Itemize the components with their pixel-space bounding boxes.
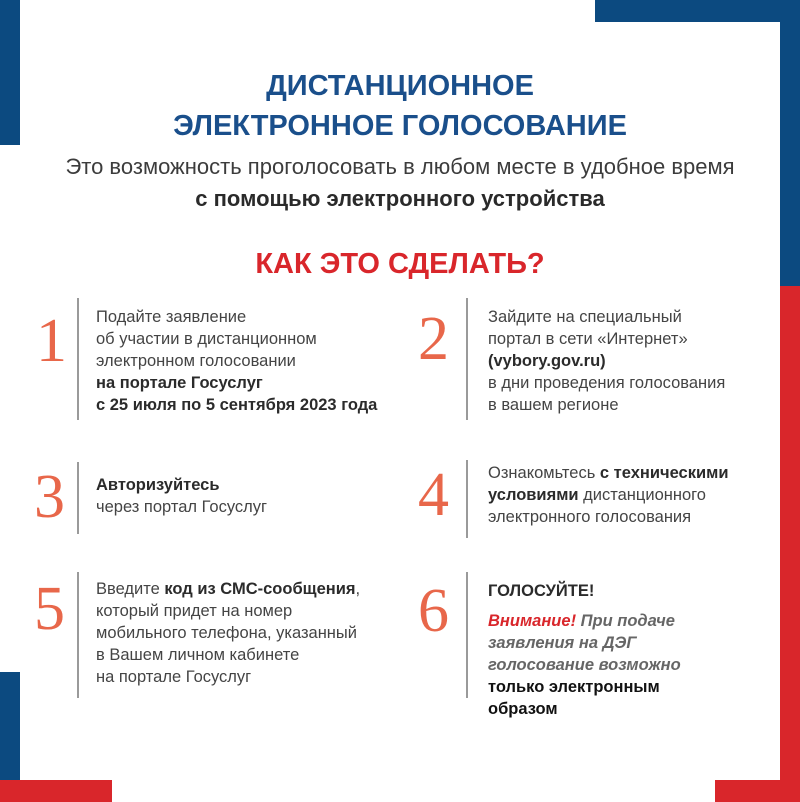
step-5-number: 5 [34,575,65,643]
step-1-bold-line: с 25 июля по 5 сентября 2023 года [96,396,378,414]
step-6-text [488,580,681,720]
decor-bar-right-red [780,286,800,802]
step-4-line3: электронного голосования [488,508,692,526]
warning-label: Внимание! [488,612,577,630]
subtitle-line1: Это возможность проголосовать в любом месте в удобное время [65,154,735,179]
step-4-line1: Ознакомьтесь с техническими [488,464,729,482]
step-4-line2: условиями дистанционного [488,486,706,504]
step-6-divider [466,572,468,698]
decor-bar-bottom-left-red [0,780,112,802]
step-6-warning-line: образом [488,700,558,718]
step-3-text [96,474,267,518]
step-4-number: 4 [418,461,449,529]
step-3-line: через портал Госуслуг [96,498,268,516]
step-5-line: который придет на номер [96,602,293,620]
step-6-warning-line: заявления на ДЭГ [488,634,637,652]
step-5-divider [77,572,79,698]
step-5-line: в Вашем личном кабинете [96,646,300,664]
step-1-text [96,306,377,416]
page-title-line2: ЭЛЕКТРОННОЕ ГОЛОСОВАНИЕ [173,110,627,142]
decor-bar-bottom-right [715,780,800,802]
step-6-number: 6 [418,577,449,645]
step-2-line: Зайдите на специальный [488,308,682,326]
decor-bar-top-right [595,0,800,22]
step-2-line: портал в сети «Интернет» [488,330,688,348]
step-1-bold-line: на портале Госуслуг [96,374,263,392]
step-5-line: мобильного телефона, указанный [96,624,357,642]
step-4-text [488,462,728,528]
step-1-number: 1 [36,307,67,375]
step-1-line: об участии в дистанционном [96,330,317,348]
step-5-text [96,578,360,688]
step-1-line: Подайте заявление [96,308,247,326]
step-2-divider [466,298,468,420]
step-1-divider [77,298,79,420]
step-5-line: на портале Госуслуг [96,668,252,686]
page-title-line1: ДИСТАНЦИОННОЕ [266,70,534,102]
step-2-line: в дни проведения голосования [488,374,726,392]
step-3-divider [77,462,79,534]
how-to-title: КАК ЭТО СДЕЛАТЬ? [255,248,545,280]
step-3-bold-line: Авторизуйтесь [96,476,220,494]
step-5-line1: Введите код из СМС-сообщения, [96,580,361,598]
step-6-warning-line: голосование возможно [488,656,681,674]
step-2-number: 2 [418,305,449,373]
subtitle-line2: с помощью электронного устройства [195,186,605,211]
step-6-heading: ГОЛОСУЙТЕ! [488,582,595,600]
step-6-warning-line: только электронным [488,678,660,696]
step-1-line: электронном голосовании [96,352,296,370]
step-2-link: (vybory.gov.ru) [488,352,606,370]
step-6-warning-line1: Внимание! При подаче [488,612,675,630]
step-4-divider [466,460,468,538]
step-2-text [488,306,725,416]
step-2-line: в вашем регионе [488,396,619,414]
step-3-number: 3 [34,463,65,531]
